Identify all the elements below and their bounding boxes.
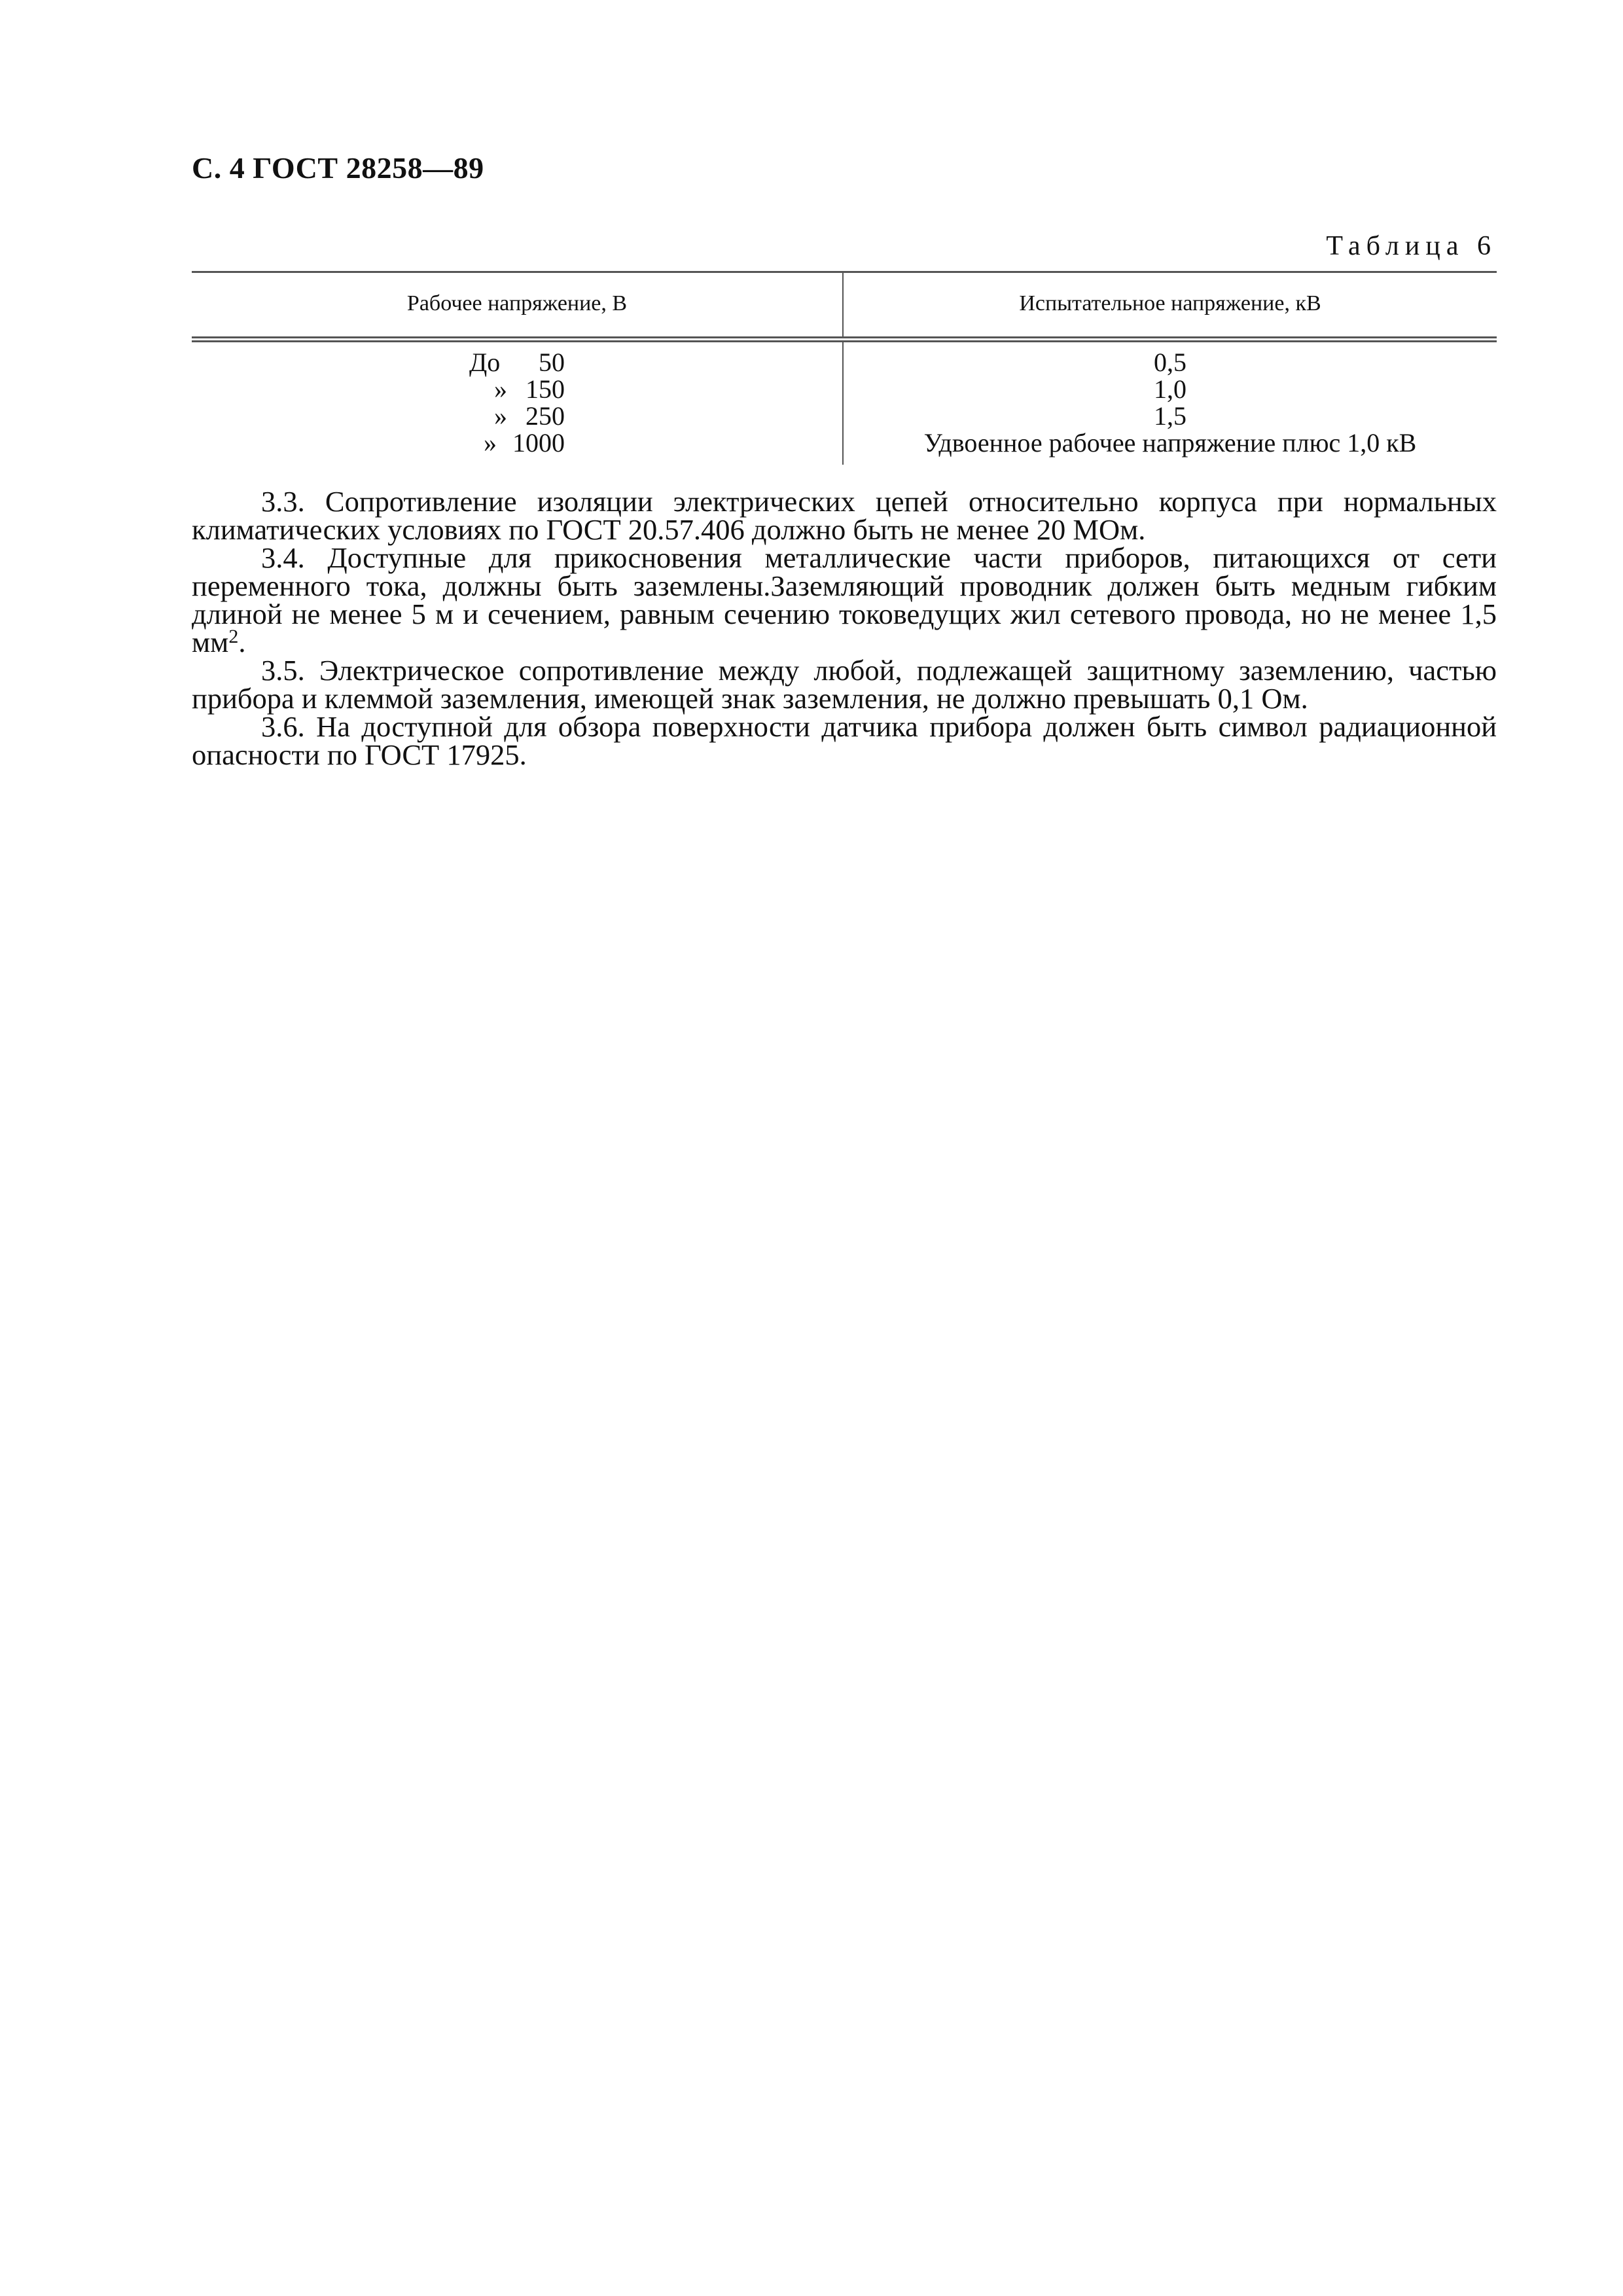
- clause-number: 3.4.: [261, 541, 305, 574]
- test-voltage-value: Удвоенное рабочее напряжение плюс 1,0 кВ: [923, 428, 1417, 457]
- working-voltage-value: 1000: [512, 428, 565, 457]
- table-row: [192, 376, 842, 403]
- working-voltage-column: [192, 342, 844, 465]
- test-voltage-column: [844, 342, 1497, 465]
- column-header-test-voltage: Испытательное напряжение, кВ: [1019, 291, 1321, 315]
- test-voltage-value: 1,0: [1154, 374, 1186, 404]
- page-header: С. 4 ГОСТ 28258—89: [192, 151, 484, 185]
- row-prefix: »: [494, 401, 507, 431]
- table-header-row: [192, 273, 1497, 336]
- clause-number: 3.5.: [261, 654, 305, 687]
- clause-number: 3.3.: [261, 485, 305, 518]
- row-prefix: »: [484, 428, 497, 457]
- clause-text: Электрическое сопротивление между любой, подлежащей защитному заземлению, частью прибора и клеммой заземления, имеющей знак заземления, не должно превышать 0,1 Ом.: [192, 654, 1497, 715]
- clause-3-5: [192, 656, 1497, 713]
- column-header-working-voltage: Рабочее напряжение, В: [192, 273, 844, 336]
- row-prefix: До: [469, 348, 501, 377]
- table-body: [192, 342, 1497, 465]
- clause-3-6: [192, 710, 1497, 771]
- clause-number: 3.6.: [261, 710, 305, 743]
- table-row: [192, 429, 842, 456]
- clauses: [192, 485, 1497, 771]
- working-voltage-value: 50: [539, 348, 565, 377]
- voltage-table: [192, 271, 1497, 465]
- clause-3-3: [192, 485, 1497, 546]
- table-header-rule: [192, 336, 1497, 342]
- table-row: [192, 349, 842, 376]
- superscript: 2: [228, 626, 239, 647]
- clause-text: Сопротивление изоляции электрических цепей относительно корпуса при нормальных климатических условиях по ГОСТ 20.57.406 должно быть не менее 20 МОм.: [192, 485, 1497, 546]
- clause-text: На доступной для обзора поверхности датчика прибора должен быть символ радиационной опасности по ГОСТ 17925.: [192, 710, 1497, 771]
- clause-tail: .: [238, 626, 246, 658]
- clause-text: Доступные для прикосновения металлические части приборов, питающихся от сети переменного тока, должны быть заземлены.Заземляющий проводник должен быть медным гибким длиной не менее 5 м и сечением, равным сечению токоведущих жил сетевого провода, но не менее 1,5 мм: [192, 541, 1497, 658]
- clause-3-4: [192, 541, 1497, 658]
- table-row: [192, 403, 842, 429]
- working-voltage-value: 150: [526, 374, 565, 404]
- row-prefix: »: [494, 374, 507, 404]
- test-voltage-value: 0,5: [1154, 348, 1186, 377]
- working-voltage-value: 250: [526, 401, 565, 431]
- test-voltage-value: 1,5: [1154, 401, 1186, 431]
- table-caption: Таблица 6: [1326, 231, 1497, 261]
